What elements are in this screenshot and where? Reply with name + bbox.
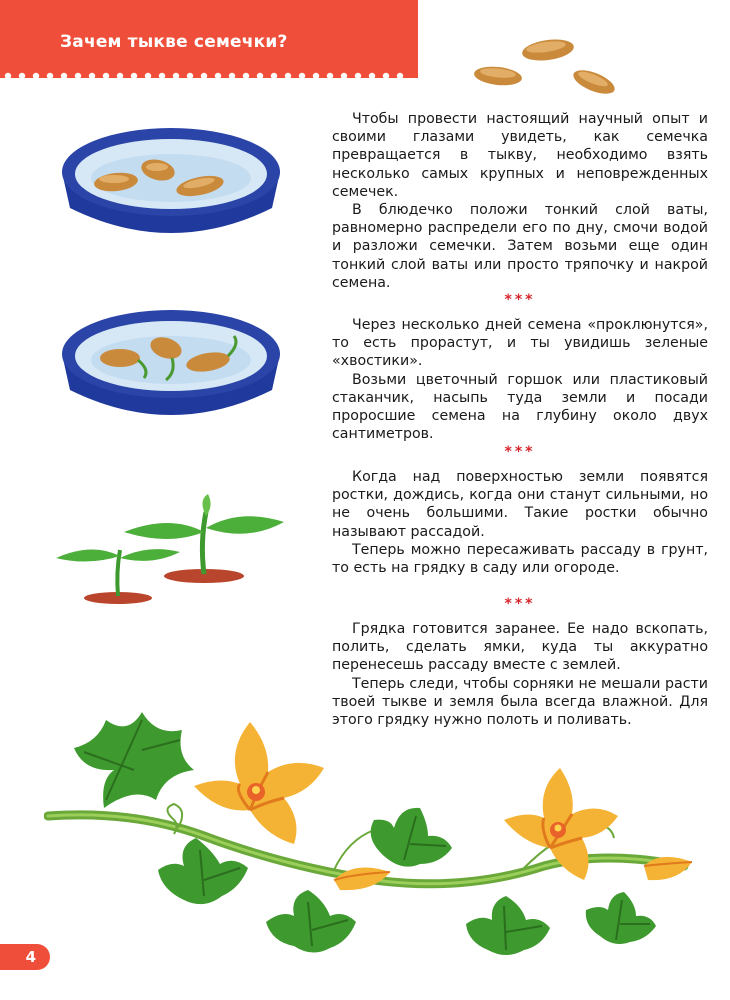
paragraph: Чтобы провести настоящий научный опыт и своими глазами увидеть, как семечка превращается в тыкву, необходимо взять несколько самых крупных и неповрежденных семечек. (332, 111, 708, 200)
section-separator: *** (504, 444, 536, 460)
paragraph: Когда над поверхностью земли появятся ростки, дождись, когда они станут сильными, но не очень большими. Такие ростки обычно называют рассадой. (332, 469, 708, 540)
seed-icon (473, 65, 523, 88)
flower-icon (504, 768, 618, 880)
paragraph: Возьми цветочный горшок или пластиковый стаканчик, насыпь туда земли и посади проросшие семена на глубину около двух сантиметров. (332, 371, 708, 443)
banner-scallop-edge (0, 66, 418, 80)
leaf-icon (586, 892, 656, 944)
text-section-3 (332, 468, 708, 577)
paragraph: Через несколько дней семена «проклюнутся», то есть прорастут, и ты увидишь зеленые «хвостики». (332, 317, 708, 370)
seedling-icon (124, 494, 284, 583)
dish-with-seeds-illustration (58, 118, 284, 246)
text-section-1 (332, 110, 708, 292)
paragraph: Теперь следи, чтобы сорняки не мешали расти твоей тыкве и земля была всегда влажной. Для этого грядку нужно полоть и поливать. (332, 675, 708, 729)
section-separator: *** (504, 292, 536, 308)
seed-icon (570, 65, 618, 98)
flower-icon (194, 722, 324, 844)
dish-with-sprouts-illustration (58, 300, 284, 428)
section-separator: *** (504, 596, 536, 612)
leaf-icon (466, 896, 550, 955)
leaf-icon (371, 808, 452, 867)
paragraph: Теперь можно пересаживать рассаду в грунт, то есть на грядку в саду или огороде. (332, 541, 708, 577)
pumpkin-seeds-illustration (472, 36, 622, 100)
seed-icon (521, 36, 575, 63)
seedlings-illustration (52, 492, 292, 610)
leaf-icon (74, 712, 194, 808)
leaf-icon (266, 890, 356, 953)
page-number: 4 (0, 944, 50, 970)
paragraph: Грядка готовится заранее. Ее надо вскопать, полить, сделать ямки, куда ты аккуратно перенесешь рассаду вместе с землей. (332, 621, 708, 674)
paragraph: В блюдечко положи тонкий слой ваты, равномерно распредели его по дну, смочи водой и разложи семечки. Затем возьми еще один тонкий слой ваты или просто тряпочку и накрой семена. (332, 202, 708, 291)
page-title: Зачем тыкве семечки? (60, 32, 288, 52)
pumpkin-vine-illustration (44, 660, 704, 990)
seedling-icon (56, 549, 180, 604)
text-section-2 (332, 316, 708, 443)
